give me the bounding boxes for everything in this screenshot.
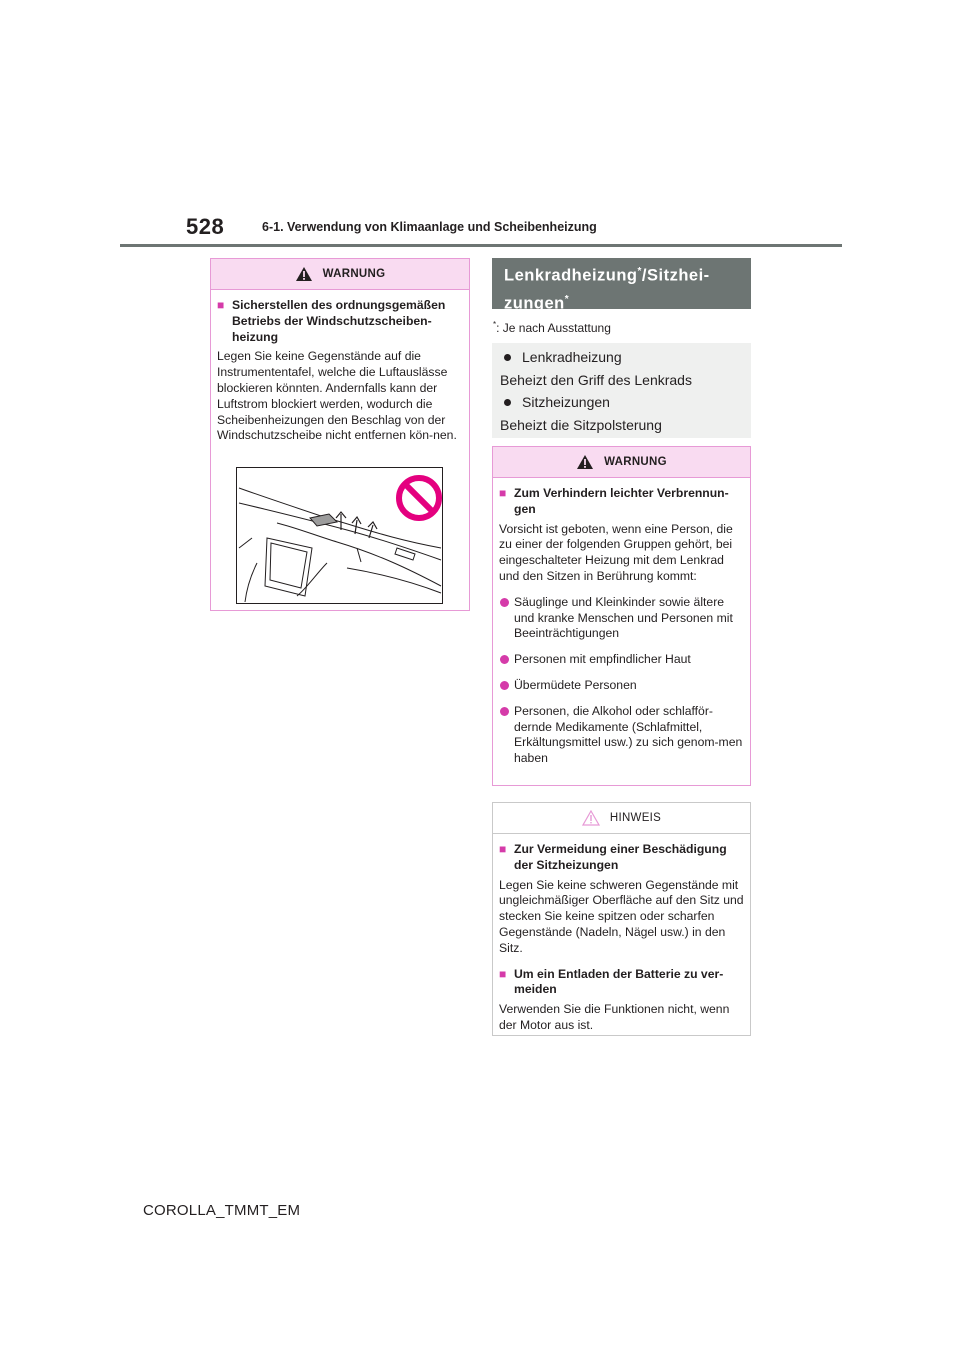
notice-subheading-text: Um ein Entladen der Batterie zu ver-meiden — [514, 966, 724, 997]
notice-body — [493, 834, 750, 1050]
warning-box-right — [492, 446, 751, 786]
section-title-sep: /Sitzhei- — [641, 266, 710, 285]
list-item — [499, 678, 744, 694]
feature-description: Beheizt die Sitzpolsterung — [500, 416, 662, 433]
list-item — [499, 652, 744, 668]
circle-bullet-icon — [500, 655, 509, 664]
notice-subheading — [499, 842, 744, 874]
section-title-part2: zungen — [504, 294, 565, 312]
square-bullet-icon: ■ — [217, 298, 225, 312]
circle-bullet-icon — [500, 707, 509, 716]
notice-box — [492, 802, 751, 1036]
circle-bullet-icon — [500, 598, 509, 607]
section-banner — [492, 258, 751, 312]
list-item — [500, 391, 743, 414]
square-bullet-icon: ■ — [499, 842, 507, 856]
notice-label: HINWEIS — [609, 812, 662, 824]
warning-label: WARNUNG — [604, 456, 667, 468]
list-item-text: Säuglinge und Kleinkinder sowie ältere und kranke Menschen und Personen mit Beeinträchtigungen — [514, 594, 733, 641]
warning-header — [493, 447, 750, 478]
header-rule — [120, 244, 842, 247]
notice-text: Legen Sie keine schweren Gegenstände mit ungleichmäßiger Oberfläche auf den Sitz und stecken Sie keine spitzen oder scharfen Gegenstände (Nadeln, Nägel usw.) in den Sitz. — [499, 877, 744, 955]
list-item-text: Personen mit empfindlicher Haut — [514, 652, 691, 667]
square-bullet-icon: ■ — [499, 486, 507, 500]
notice-subheading-text: Zur Vermeidung einer Beschädigung der Sitzheizungen — [514, 842, 727, 872]
list-item — [500, 346, 743, 369]
list-item — [499, 704, 744, 767]
chapter-title: 6-1. Verwendung von Klimaanlage und Scheibenheizung — [262, 220, 597, 234]
bullet-icon — [504, 399, 511, 406]
warning-body — [211, 290, 469, 460]
dashboard-drawing — [237, 468, 442, 603]
warning-label: WARNUNG — [322, 268, 386, 280]
footnote-text: : Je nach Ausstattung — [496, 321, 611, 335]
section-asterisk: * — [637, 266, 642, 277]
list-item — [499, 595, 744, 642]
notice-text: Verwenden Sie die Funktionen nicht, wenn der Motor aus ist. — [499, 1002, 730, 1032]
notice-subheading — [499, 967, 744, 999]
warning-subheading — [499, 486, 744, 518]
warning-subheading — [217, 298, 463, 345]
warning-subheading-text: Sicherstellen des ordnungsgemäßen Betriebs der Windschutzscheiben-heizung — [232, 298, 446, 344]
warning-text: Legen Sie keine Gegenstände auf die Instrumententafel, welche die Luftauslässe blockieren könnten. Andernfalls kann der Luftstrom blockiert werden, wodurch die Scheibenheizungen den Beschlag von der Windschutzscheibe nicht entfernen kön-nen. — [217, 349, 457, 443]
warning-body — [493, 478, 750, 783]
warning-triangle-icon — [576, 454, 594, 470]
page-number: 528 — [186, 214, 225, 239]
feature-description: Beheizt den Griff des Lenkrads — [500, 371, 692, 388]
feature-name: Lenkradheizung — [522, 349, 622, 365]
section-title — [504, 260, 739, 315]
list-item-text: Übermüdete Personen — [514, 677, 637, 692]
prohibition-icon — [399, 478, 439, 518]
feature-name: Sitzheizungen — [522, 394, 610, 410]
section-title-part1: Lenkradheizung — [504, 266, 638, 285]
bullet-icon — [504, 354, 511, 361]
caution-triangle-icon — [582, 810, 600, 826]
footnote — [493, 320, 611, 335]
warning-header — [211, 259, 469, 290]
dashboard-illustration — [236, 467, 443, 604]
circle-bullet-icon — [500, 681, 509, 690]
square-bullet-icon: ■ — [499, 966, 507, 981]
list-item-text: Personen, die Alkohol oder schlafför-dernde Medikamente (Schlafmittel, Erkältungsmittel usw.) zu sich genom-men haben — [514, 703, 743, 766]
footnote-mark: * — [493, 320, 497, 329]
section-asterisk: * — [564, 293, 570, 305]
warning-text: Vorsicht ist geboten, wenn eine Person, die zu einer der folgenden Gruppen gehört, bei eingeschalteter Heizung mit dem Lenkrad und den Sitzen in Berührung kommt: — [499, 521, 733, 583]
feature-list — [492, 343, 751, 438]
warning-subheading-text: Zum Verhindern leichter Verbrennun-gen — [514, 486, 729, 516]
document-code: COROLLA_TMMT_EM — [143, 1202, 301, 1219]
notice-header — [493, 803, 750, 834]
warning-triangle-icon — [295, 266, 313, 282]
